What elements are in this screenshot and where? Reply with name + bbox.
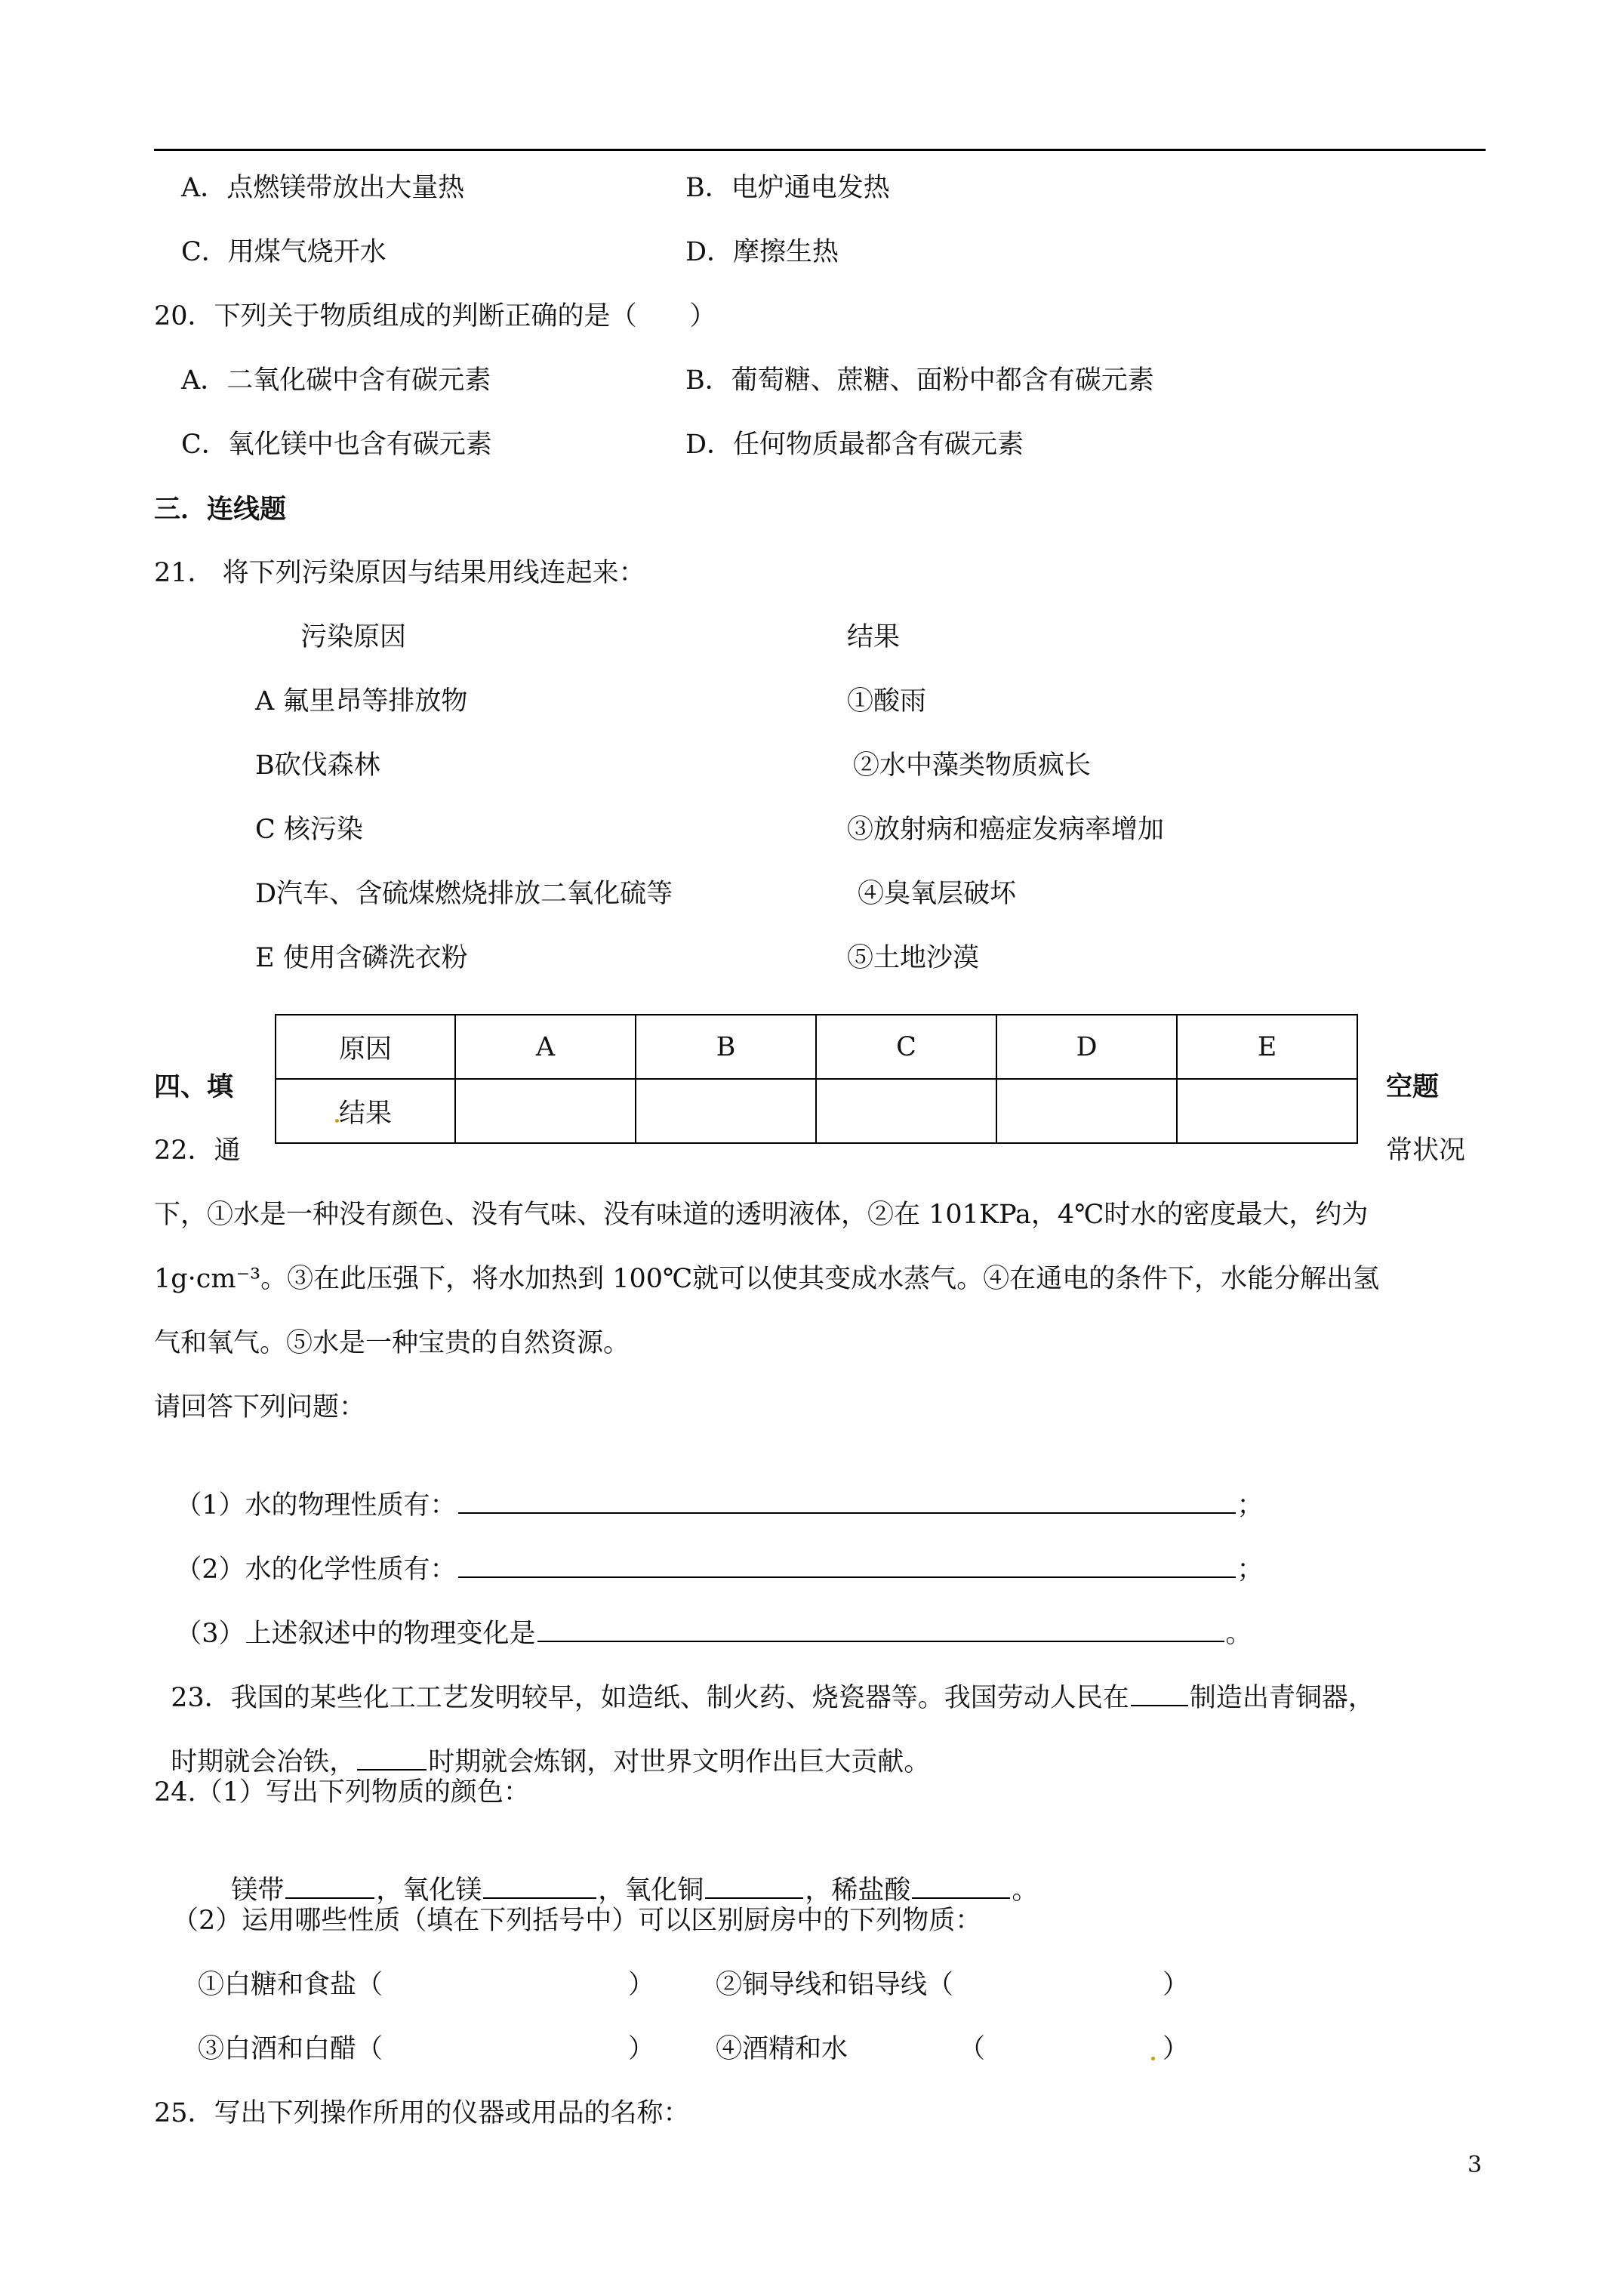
section-4-heading-left: 四、填 bbox=[154, 1071, 234, 1102]
q21-result-3: ③放射病和癌症发病率增加 bbox=[847, 815, 1165, 845]
q24-colors-line bbox=[214, 1844, 1038, 1904]
q21-result-4: ④臭氧层破坏 bbox=[858, 879, 1017, 909]
q24-item-1: ①白糖和食盐（ bbox=[198, 1970, 383, 2000]
q24-item-4-close: ） bbox=[1163, 2034, 1190, 2064]
q24-label-3: ，氧化铜 bbox=[598, 1875, 704, 1906]
q19-option-a: A．点燃镁带放出大量热 bbox=[181, 173, 465, 203]
yellow-mark bbox=[1151, 2057, 1155, 2060]
q21-cause-a: A 氟里昂等排放物 bbox=[255, 686, 468, 717]
q20-option-d: D．任何物质最都含有碳元素 bbox=[685, 430, 1024, 460]
q22-part-2-end: ； bbox=[1236, 1555, 1264, 1585]
q22-part-3-label: （3）上述叙述中的物理变化是 bbox=[175, 1619, 536, 1649]
q21-stem: 21． 将下列污染原因与结果用线连起来： bbox=[154, 558, 645, 588]
q23-line-2 bbox=[154, 1715, 930, 1776]
q23-line-1 bbox=[154, 1651, 1375, 1712]
q24-item-4-open: （ bbox=[959, 2034, 986, 2064]
answer-blank[interactable] bbox=[912, 1870, 1010, 1899]
table-row bbox=[276, 1079, 1357, 1143]
table-cell-label: 原因 bbox=[276, 1015, 455, 1079]
header-rule bbox=[154, 149, 1486, 151]
table-cell-header: C bbox=[816, 1015, 996, 1079]
q19-option-c: C．用煤气烧开水 bbox=[181, 237, 387, 267]
table-cell-header: E bbox=[1177, 1015, 1357, 1079]
answer-blank[interactable] bbox=[705, 1870, 803, 1899]
q24-item-2-close: ） bbox=[1163, 1970, 1190, 2000]
q19-option-b: B．电炉通电发热 bbox=[685, 173, 890, 203]
table-answer-cell[interactable] bbox=[996, 1079, 1177, 1143]
q24-item-2: ②铜导线和铝导线（ bbox=[716, 1970, 954, 2000]
q24-item-3: ③白酒和白醋（ bbox=[198, 2034, 383, 2064]
table-cell-header: B bbox=[636, 1015, 816, 1079]
q21-cause-b: B砍伐森林 bbox=[255, 750, 380, 781]
q20-option-b: B．葡萄糖、蔗糖、面粉中都含有碳元素 bbox=[685, 365, 1154, 396]
q22-number: 22．通 bbox=[154, 1136, 241, 1166]
q24-sub-2: （2）运用哪些性质（填在下列括号中）可以区别厨房中的下列物质： bbox=[172, 1906, 982, 1936]
q21-result-5: ⑤土地沙漠 bbox=[847, 943, 980, 973]
q23-text-2b: 时期就会炼钢，对世界文明作出巨大贡献。 bbox=[428, 1747, 931, 1777]
section-4-heading-right: 空题 bbox=[1386, 1071, 1440, 1102]
q22-line-3: 气和氧气。⑤水是一种宝贵的自然资源。 bbox=[154, 1328, 630, 1358]
yellow-mark bbox=[335, 1119, 339, 1123]
q24-label-4: ，稀盐酸 bbox=[805, 1875, 911, 1906]
q21-cause-c: C 核污染 bbox=[255, 815, 363, 845]
table-cell-label: 结果 bbox=[276, 1079, 455, 1143]
q22-part-1 bbox=[159, 1459, 1264, 1519]
table-answer-cell[interactable] bbox=[1177, 1079, 1357, 1143]
section-3-heading: 三．连线题 bbox=[154, 494, 287, 525]
q21-cause-e: E 使用含磷洗衣粉 bbox=[255, 943, 468, 973]
answer-blank[interactable] bbox=[458, 1549, 1236, 1578]
q22-continuation: 常状况 bbox=[1386, 1136, 1466, 1166]
q20-stem: 20．下列关于物质组成的判断正确的是（ ） bbox=[154, 301, 716, 331]
q24-stem: 24.（1）写出下列物质的颜色： bbox=[154, 1777, 530, 1808]
answer-blank[interactable] bbox=[483, 1870, 596, 1899]
q22-part-3-end: 。 bbox=[1225, 1619, 1252, 1649]
q22-part-2-label: （2）水的化学性质有： bbox=[175, 1555, 457, 1585]
table-answer-cell[interactable] bbox=[816, 1079, 996, 1143]
q22-part-1-end: ； bbox=[1236, 1490, 1264, 1521]
table-answer-cell[interactable] bbox=[455, 1079, 636, 1143]
answer-blank[interactable] bbox=[285, 1870, 374, 1899]
page-number: 3 bbox=[1467, 2152, 1483, 2178]
q21-result-2: ②水中藻类物质疯长 bbox=[853, 750, 1092, 781]
table-cell-header: D bbox=[996, 1015, 1177, 1079]
q22-line-1: 下，①水是一种没有颜色、没有气味、没有味道的透明液体，②在 101KPa，4℃时水的密度最大，约为 bbox=[154, 1200, 1369, 1230]
q20-option-c: C．氧化镁中也含有碳元素 bbox=[181, 430, 492, 460]
q22-line-2: 1g·cm⁻³。③在此压强下，将水加热到 100℃就可以使其变成水蒸气。④在通电的条件下，水能分解出氢 bbox=[154, 1264, 1380, 1294]
q21-answer-table bbox=[275, 1014, 1358, 1144]
q22-part-2 bbox=[159, 1523, 1264, 1583]
q24-item-3-close: ） bbox=[628, 2034, 655, 2064]
answer-blank[interactable] bbox=[537, 1613, 1224, 1642]
q24-item-1-close: ） bbox=[628, 1970, 655, 2000]
q24-label-2: ，氧化镁 bbox=[376, 1875, 482, 1906]
q24-item-4: ④酒精和水 bbox=[716, 2034, 848, 2064]
q21-result-header: 结果 bbox=[847, 622, 901, 652]
q22-part-1-label: （1）水的物理性质有： bbox=[175, 1490, 457, 1521]
table-answer-cell[interactable] bbox=[636, 1079, 816, 1143]
q22-prompt: 请回答下列问题： bbox=[154, 1392, 366, 1422]
q24-label-1: 镁带 bbox=[231, 1875, 285, 1906]
q20-option-a: A．二氧化碳中含有碳元素 bbox=[181, 365, 491, 396]
q21-result-1: ①酸雨 bbox=[847, 686, 927, 717]
answer-blank[interactable] bbox=[1131, 1678, 1188, 1706]
q19-option-d: D．摩擦生热 bbox=[685, 237, 839, 267]
q23-text-1a: 23．我国的某些化工工艺发明较早，如造纸、制火药、烧瓷器等。我国劳动人民在 bbox=[171, 1683, 1129, 1713]
q24-label-5: 。 bbox=[1012, 1875, 1039, 1906]
q22-part-3 bbox=[159, 1587, 1252, 1647]
table-row bbox=[276, 1015, 1357, 1079]
q23-text-1b: 制造出青铜器， bbox=[1189, 1683, 1375, 1713]
answer-blank[interactable] bbox=[357, 1742, 427, 1771]
q25-stem: 25．写出下列操作所用的仪器或用品的名称： bbox=[154, 2098, 690, 2128]
q21-cause-header: 污染原因 bbox=[300, 622, 407, 652]
answer-blank[interactable] bbox=[458, 1485, 1236, 1514]
q23-text-2a: 时期就会冶铁， bbox=[171, 1747, 356, 1777]
q21-cause-d: D汽车、含硫煤燃烧排放二氧化硫等 bbox=[255, 879, 673, 909]
table-cell-header: A bbox=[455, 1015, 636, 1079]
